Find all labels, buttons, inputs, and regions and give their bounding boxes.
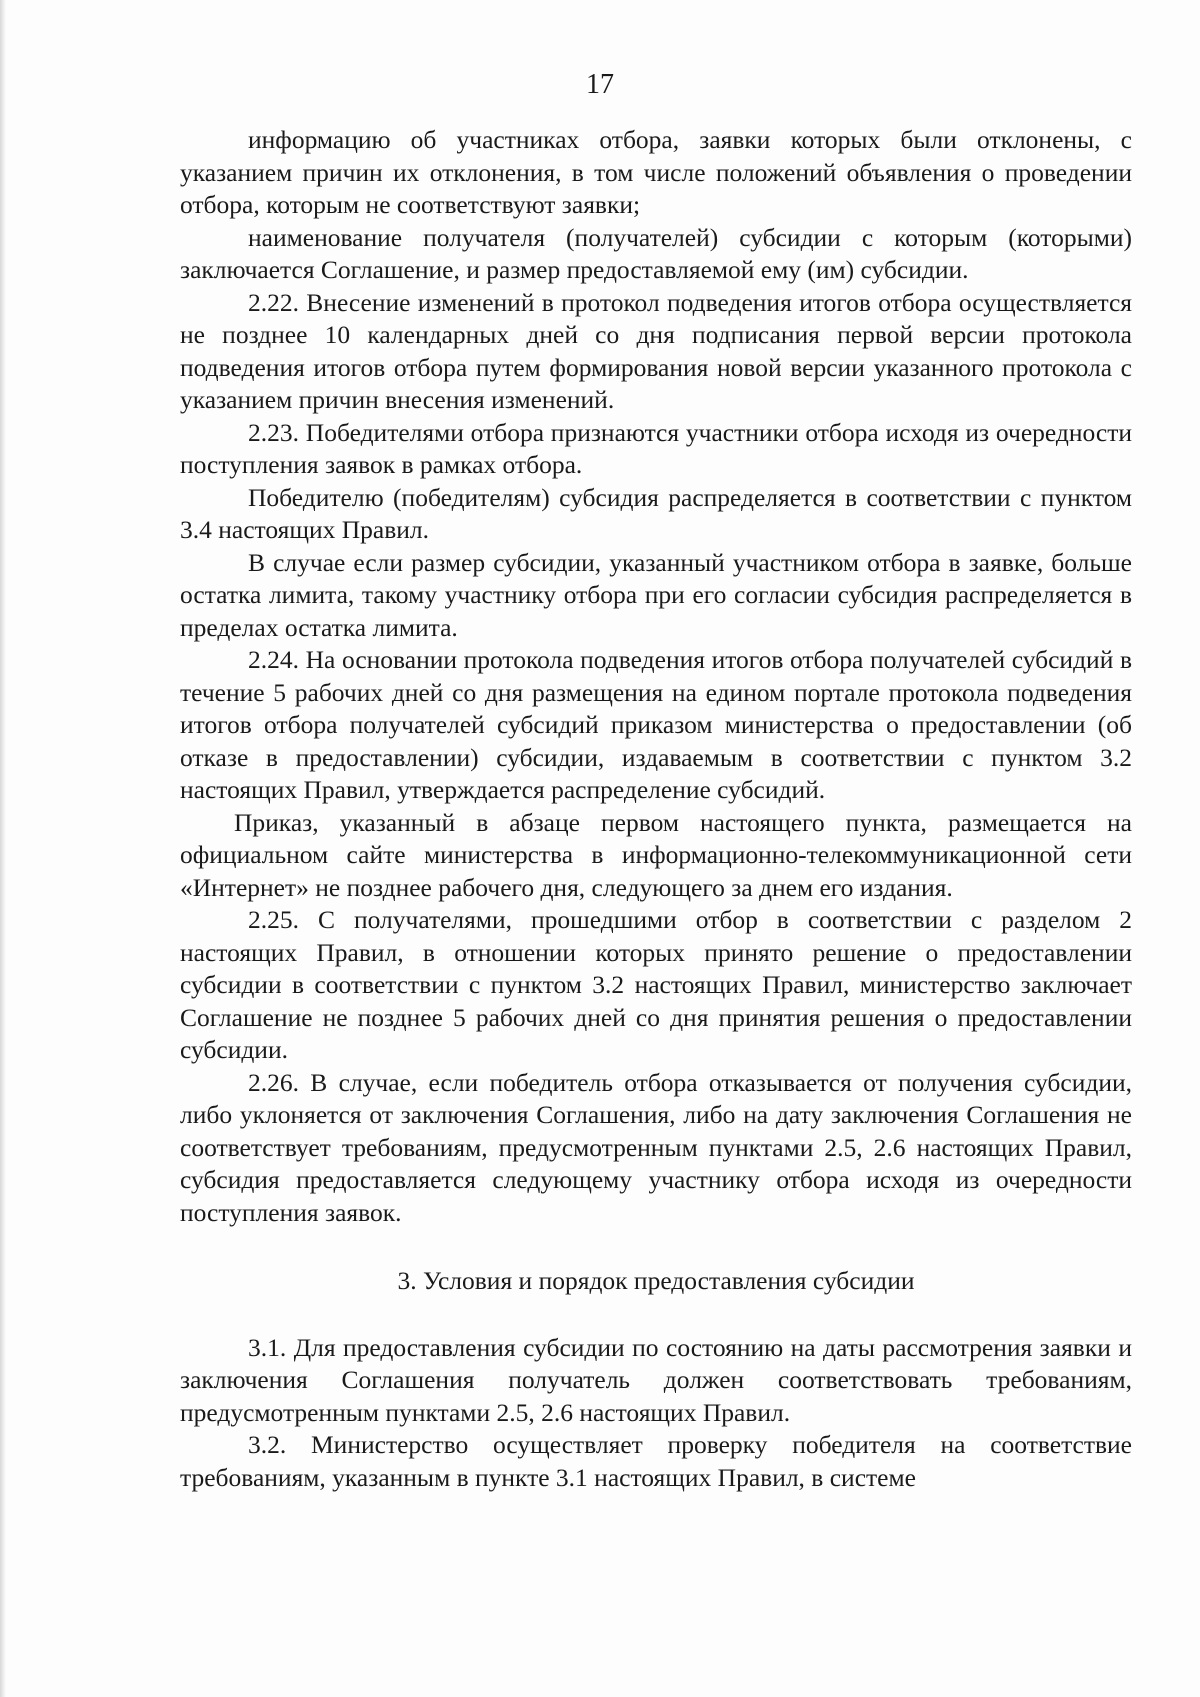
- paragraph-limit-remainder: В случае если размер субсидии, указанный участником отбора в заявке, больше остатка лимита, такому участнику отбора при его согласии субсидия распределяется в пределах остатка лимита.: [180, 547, 1132, 642]
- paragraph-2-23: 2.23. Победителями отбора признаются участники отбора исходя из очередности поступления заявок в рамках отбора.: [180, 417, 1132, 479]
- paragraph-participants-rejected: информацию об участниках отбора, заявки которых были отклонены, с указанием причин их отклонения, в том числе положений объявления о проведении отбора, которым не соответствуют заявки;: [180, 125, 1132, 219]
- paragraph-3-2: 3.2. Министерство осуществляет проверку победителя на соответствие требованиям, указанным в пункте 3.1 настоящих Правил, в системе: [180, 1430, 1132, 1492]
- paragraph-recipient-name: наименование получателя (получателей) субсидии с которым (которыми) заключается Соглашение, и размер предоставляемой ему (им) субсидии.: [180, 222, 1132, 284]
- scan-edge: [0, 0, 6, 1697]
- paragraph-2-26: 2.26. В случае, если победитель отбора отказывается от получения субсидии, либо уклоняется от заключения Соглашения, либо на дату заключения Соглашения не соответствует требованиям, предусмотренным пунктами 2.5, 2.6 настоящих Правил, субсидия предоставляется следующему участнику отбора исходя из очередности поступления заявок.: [180, 1067, 1132, 1227]
- paragraph-2-24: 2.24. На основании протокола подведения итогов отбора получателей субсидий в течение 5 рабочих дней со дня размещения на едином портале протокола подведения итогов отбора получателей субсидий приказом министерства о предоставлении (об отказе в предоставлении) субсидии, издаваемым в соответствии с пунктом 3.2 настоящих Правил, утверждается распределение субсидий.: [180, 645, 1132, 804]
- page-number: 17: [586, 69, 614, 100]
- paragraph-order-publication: Приказ, указанный в абзаце первом настоящего пункта, размещается на официальном сайте министерства в информационно-телекоммуникационной сети «Интернет» не позднее рабочего дня, следующего за днем его издания.: [180, 807, 1132, 902]
- paragraph-3-1: 3.1. Для предоставления субсидии по состоянию на даты рассмотрения заявки и заключения Соглашения получатель должен соответствовать требованиям, предусмотренным пунктами 2.5, 2.6 настоящих Правил.: [180, 1332, 1132, 1427]
- document-body: [180, 124, 1132, 1494]
- paragraph-2-22: 2.22. Внесение изменений в протокол подведения итогов отбора осуществляется не позднее 10 календарных дней со дня подписания первой версии протокола подведения итогов отбора путем формирования новой версии указанного протокола с указанием причин внесения изменений.: [180, 287, 1132, 414]
- paragraph-winner-distribution: Победителю (победителям) субсидия распределяется в соответствии с пунктом 3.4 настоящих Правил.: [180, 482, 1132, 544]
- paragraph-2-25: 2.25. С получателями, прошедшими отбор в соответствии с разделом 2 настоящих Правил, в отношении которых принято решение о предоставлении субсидии в соответствии с пунктом 3.2 настоящих Правил, министерство заключает Соглашение не позднее 5 рабочих дней со дня принятия решения о предоставлении субсидии.: [180, 905, 1132, 1064]
- section-heading: 3. Условия и порядок предоставления субсидии: [397, 1266, 915, 1295]
